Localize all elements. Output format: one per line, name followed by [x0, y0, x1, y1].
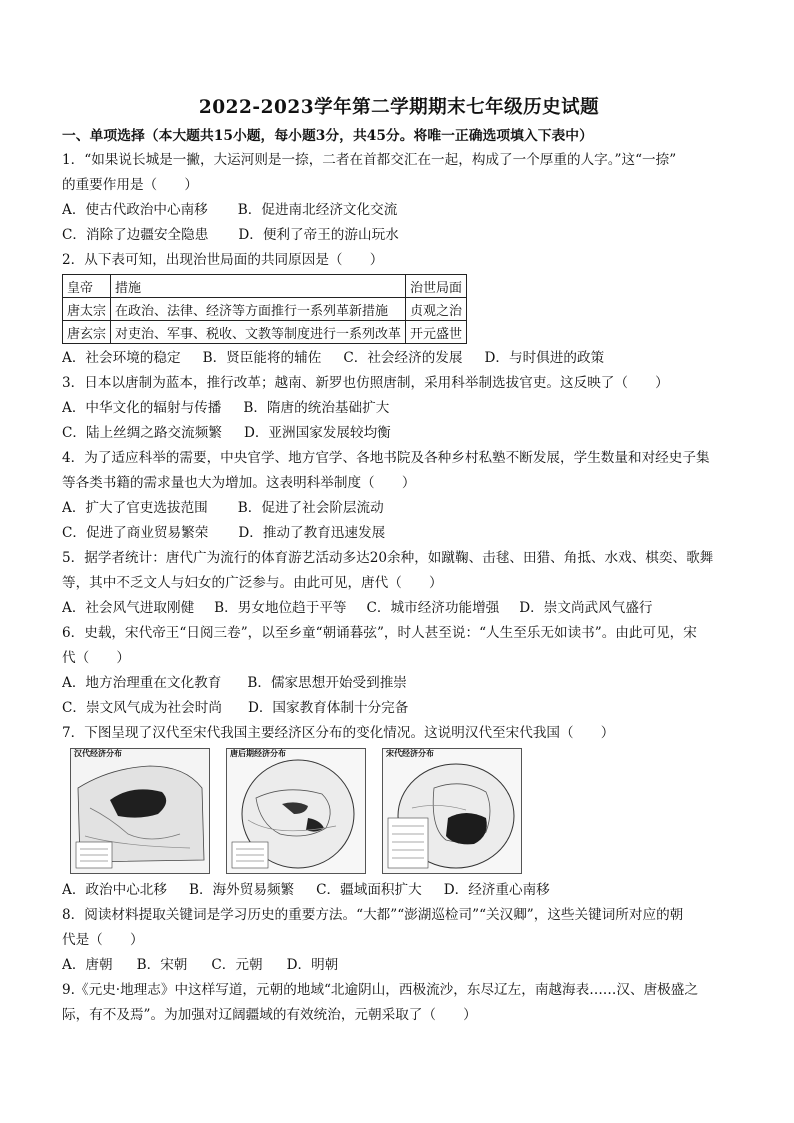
table-cell: 贞观之治 — [406, 298, 467, 321]
exam-page — [62, 92, 736, 1028]
map-tang-graphic — [226, 748, 366, 874]
table-header-row — [63, 275, 467, 298]
table-cell: 唐玄宗 — [63, 321, 111, 344]
economic-maps — [62, 748, 736, 876]
option-a[interactable]: A．社会环境的稳定 — [62, 350, 181, 366]
option-a[interactable]: A．政治中心北移 — [62, 882, 167, 898]
option-c[interactable]: C．社会经济的发展 — [343, 350, 463, 366]
option-d[interactable]: D．亚洲国家发展较均衡 — [243, 425, 391, 441]
section-heading: 一、单项选择（本大题共15小题，每小题3分，共45分。将唯一正确选项填入下表中） — [62, 128, 593, 144]
table-cell: 唐太宗 — [63, 298, 111, 321]
option-c[interactable]: C．促进了商业贸易繁荣 — [62, 525, 209, 541]
option-row — [62, 696, 736, 721]
option-c[interactable]: C．疆域面积扩大 — [316, 882, 422, 898]
option-a[interactable]: A．唐朝 — [62, 957, 113, 973]
option-row — [62, 198, 736, 223]
question-9 — [62, 978, 736, 1028]
option-a[interactable]: A．中华文化的辐射与传播 — [62, 400, 222, 416]
table-cell: 开元盛世 — [406, 321, 467, 344]
question-text: 1．“如果说长城是一撇，大运河则是一捺，二者在首都交汇在一起，构成了一个厚重的人字。”这“一捺” — [62, 152, 677, 168]
option-d[interactable]: D．国家教育体制十分完备 — [247, 700, 409, 716]
question-text: 9.《元史·地理志》中这样写道，元朝的地域“北逾阴山，西极流沙，东尽辽左，南越海表……汉、唐极盛之 — [62, 982, 698, 998]
option-row — [62, 396, 736, 421]
option-d[interactable]: D．推动了教育迅速发展 — [238, 525, 386, 541]
map-han — [70, 748, 210, 874]
option-a[interactable]: A．扩大了官吏选拔范围 — [62, 500, 208, 516]
question-4 — [62, 446, 736, 546]
exam-title: 2022-2023学年第二学期期末七年级历史试题 — [198, 97, 600, 118]
option-b[interactable]: B．促进了社会阶层流动 — [237, 500, 384, 516]
table-row — [63, 298, 467, 321]
question-text: 4．为了适应科举的需要，中央官学、地方官学、各地书院及各种乡村私塾不断发展，学生数量和对经史子集 — [62, 450, 710, 466]
question-text: 代（ ） — [62, 650, 130, 666]
question-text: 等，其中不乏文人与妇女的广泛参与。由此可见，唐代（ ） — [62, 575, 443, 591]
option-row — [62, 953, 736, 978]
question-text: 际，有不及焉”。为加强对辽阔疆域的有效统治，元朝采取了（ ） — [62, 1007, 477, 1023]
question-1 — [62, 148, 736, 248]
option-d[interactable]: D．明朝 — [286, 957, 339, 973]
map-title: 宋代经济分布 — [386, 749, 434, 758]
question-6 — [62, 621, 736, 721]
option-b[interactable]: B．隋唐的统治基础扩大 — [243, 400, 390, 416]
map-song-graphic — [382, 748, 522, 874]
map-title: 汉代经济分布 — [74, 749, 122, 758]
table-header-cell: 治世局面 — [406, 275, 467, 298]
option-b[interactable]: B．儒家思想开始受到推崇 — [247, 675, 407, 691]
question-text: 3．日本以唐制为蓝本，推行改革；越南、新罗也仿照唐制，采用科举制选拔官吏。这反映了（ ） — [62, 375, 669, 391]
question-text: 5．据学者统计：唐代广为流行的体育游艺活动多达20余种，如蹴鞠、击毬、田猎、角抵、水戏、棋奕、歌舞 — [62, 550, 714, 566]
reform-table — [62, 274, 467, 344]
table-row — [63, 321, 467, 344]
option-a[interactable]: A．社会风气进取刚健 — [62, 600, 195, 616]
option-row — [62, 421, 736, 446]
option-row — [62, 346, 736, 371]
table-cell: 对吏治、军事、税收、文教等制度进行一系列改革 — [111, 321, 406, 344]
question-5 — [62, 546, 736, 621]
map-han-graphic — [70, 748, 210, 874]
question-3 — [62, 371, 736, 446]
option-row — [62, 223, 736, 248]
option-b[interactable]: B．海外贸易频繁 — [188, 882, 295, 898]
option-c[interactable]: C．元朝 — [211, 957, 263, 973]
question-2 — [62, 248, 736, 371]
option-c[interactable]: C．陆上丝绸之路交流频繁 — [62, 425, 222, 441]
question-text: 2．从下表可知，出现治世局面的共同原因是（ ） — [62, 252, 384, 268]
question-8 — [62, 903, 736, 978]
question-7 — [62, 721, 736, 903]
question-text: 8．阅读材料提取关键词是学习历史的重要方法。“大都”“澎湖巡检司”“关汉卿”，这些关键词所对应的朝 — [62, 907, 684, 923]
option-c[interactable]: C．城市经济功能增强 — [366, 600, 500, 616]
option-b[interactable]: B．促进南北经济文化交流 — [237, 202, 398, 218]
table-header-cell: 皇帝 — [63, 275, 111, 298]
option-row — [62, 878, 736, 903]
option-c[interactable]: C．崇文风气成为社会时尚 — [62, 700, 222, 716]
map-title: 唐后期经济分布 — [230, 749, 286, 758]
option-c[interactable]: C．消除了边疆安全隐患 — [62, 227, 209, 243]
question-text: 代是（ ） — [62, 932, 144, 948]
map-tang — [226, 748, 366, 874]
option-a[interactable]: A．使古代政治中心南移 — [62, 202, 208, 218]
option-b[interactable]: B．宋朝 — [136, 957, 188, 973]
option-d[interactable]: D．经济重心南移 — [443, 882, 550, 898]
option-row — [62, 596, 736, 621]
map-song — [382, 748, 522, 874]
option-b[interactable]: B．男女地位趋于平等 — [214, 600, 347, 616]
option-d[interactable]: D．与时俱进的政策 — [484, 350, 605, 366]
option-row — [62, 496, 736, 521]
option-row — [62, 521, 736, 546]
option-d[interactable]: D．崇文尚武风气盛行 — [519, 600, 653, 616]
question-text: 6．史载，宋代帝王“日阅三卷”，以至乡童“朝诵暮弦”，时人甚至说：“人生至乐无如读书”。由此可见，宋 — [62, 625, 697, 641]
table-header-cell: 措施 — [111, 275, 406, 298]
option-a[interactable]: A．地方治理重在文化教育 — [62, 675, 222, 691]
question-text: 的重要作用是（ ） — [62, 177, 198, 193]
option-row — [62, 671, 736, 696]
option-d[interactable]: D．便利了帝王的游山玩水 — [238, 227, 399, 243]
option-b[interactable]: B．贤臣能将的辅佐 — [202, 350, 322, 366]
question-text: 等各类书籍的需求量也大为增加。这表明科举制度（ ） — [62, 475, 416, 491]
table-cell: 在政治、法律、经济等方面推行一系列革新措施 — [111, 298, 406, 321]
question-text: 7．下图呈现了汉代至宋代我国主要经济区分布的变化情况。这说明汉代至宋代我国（ ） — [62, 725, 615, 741]
